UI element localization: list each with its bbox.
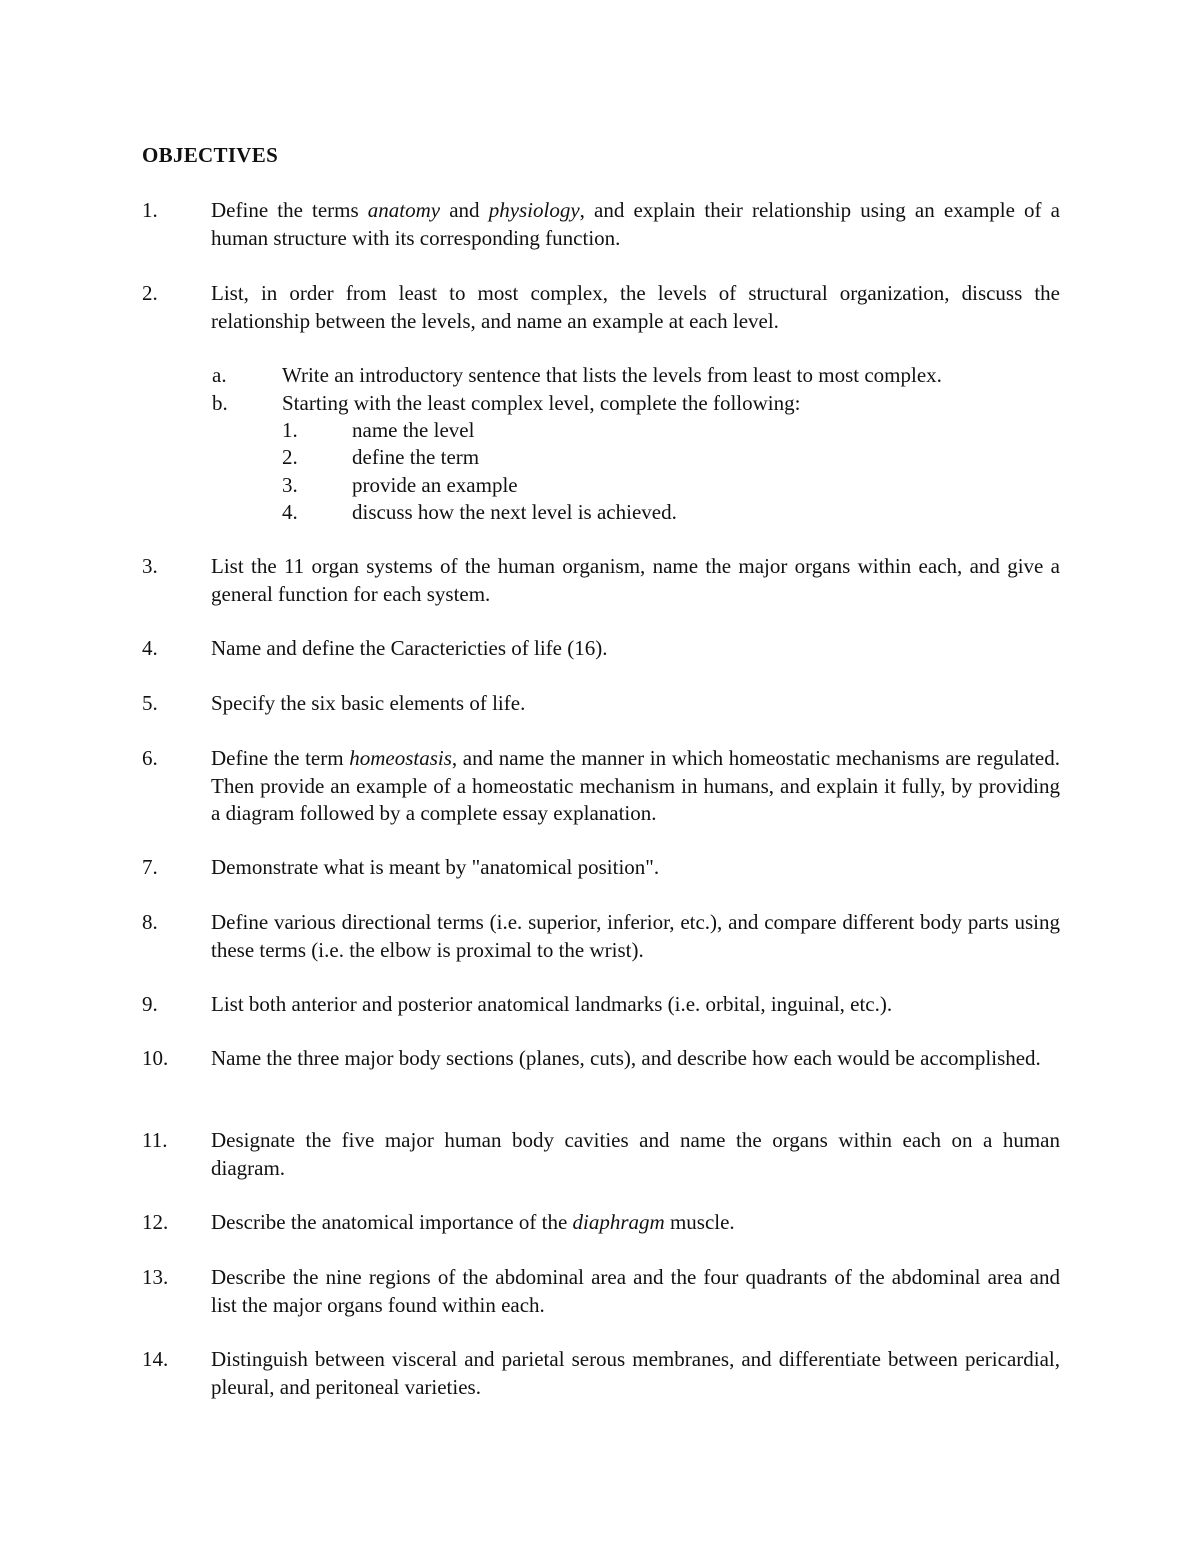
- objective-item-9: [142, 991, 1060, 1019]
- sub-item-b: [212, 390, 1060, 418]
- item-text: Name and define the Caractericties of life (16).: [211, 636, 608, 660]
- item-number: 7.: [142, 855, 158, 879]
- item-text: List the 11 organ systems of the human organism, name the major organs within each, and give a general function for each system.: [211, 554, 1060, 606]
- item-number: 13.: [142, 1265, 169, 1289]
- item-number: 10.: [142, 1046, 169, 1070]
- objective-item-8: [142, 909, 1060, 964]
- objective-item-11: [142, 1127, 1060, 1182]
- item-number: 2.: [142, 281, 158, 305]
- objective-item-1: [142, 197, 1060, 252]
- objective-item-6: [142, 745, 1060, 828]
- item-number: 11.: [142, 1128, 168, 1152]
- item-text: Specify the six basic elements of life.: [211, 691, 526, 715]
- objective-item-2: [142, 280, 1060, 335]
- item-number: 4.: [142, 636, 158, 660]
- item-text: Demonstrate what is meant by "anatomical position".: [211, 855, 660, 879]
- item-text: List, in order from least to most complex, the levels of structural organization, discuss the relationship between the levels, and name an example at each level.: [211, 281, 1060, 333]
- sub-sub-item-text: name the level: [352, 418, 475, 442]
- sub-sub-item-number: 3.: [282, 473, 298, 497]
- item-text: Describe the nine regions of the abdominal area and the four quadrants of the abdominal area and list the major organs found within each.: [211, 1265, 1060, 1317]
- sub-sub-item-4: [282, 499, 982, 527]
- sub-sub-item-1: [282, 417, 982, 445]
- sub-sub-item-number: 2.: [282, 445, 298, 469]
- sub-sub-item-3: [282, 472, 982, 500]
- item-text: Define the terms anatomy and physiology, and explain their relationship using an example of a human structure with its corresponding function.: [211, 198, 1060, 250]
- sub-sub-item-number: 4.: [282, 500, 298, 524]
- item-number: 8.: [142, 910, 158, 934]
- objective-item-12: [142, 1209, 1060, 1237]
- item-number: 3.: [142, 554, 158, 578]
- sub-sub-item-2: [282, 444, 982, 472]
- item-number: 14.: [142, 1347, 169, 1371]
- item-text: Designate the five major human body cavities and name the organs within each on a human diagram.: [211, 1128, 1060, 1180]
- sub-item-text: Starting with the least complex level, complete the following:: [282, 391, 801, 415]
- item-number: 5.: [142, 691, 158, 715]
- item-number: 12.: [142, 1210, 169, 1234]
- item-text: Distinguish between visceral and parietal serous membranes, and differentiate between pericardial, pleural, and peritoneal varieties.: [211, 1347, 1060, 1399]
- objective-item-7: [142, 854, 1060, 882]
- item-number: 6.: [142, 746, 158, 770]
- objective-item-5: [142, 690, 1060, 718]
- objective-item-14: [142, 1346, 1060, 1401]
- sub-item-a: [212, 362, 1060, 390]
- sub-sub-item-text: define the term: [352, 445, 480, 469]
- objective-item-13: [142, 1264, 1060, 1319]
- objectives-heading: OBJECTIVES: [142, 143, 279, 167]
- item-text: Describe the anatomical importance of the diaphragm muscle.: [211, 1210, 735, 1234]
- objective-item-10: [142, 1045, 1060, 1073]
- sub-item-letter: b.: [212, 391, 228, 415]
- objective-item-3: [142, 553, 1060, 608]
- item-text: Define the term homeostasis, and name the manner in which homeostatic mechanisms are regulated. Then provide an example of a homeostatic mechanism in humans, and explain it fully, by providing a diagram followed by a complete essay explanation.: [211, 746, 1060, 825]
- item-number: 9.: [142, 992, 158, 1016]
- sub-item-letter: a.: [212, 363, 227, 387]
- sub-sub-item-text: provide an example: [352, 473, 518, 497]
- item-text: List both anterior and posterior anatomical landmarks (i.e. orbital, inguinal, etc.).: [211, 992, 893, 1016]
- objective-item-4: [142, 635, 1060, 663]
- item-text: Name the three major body sections (planes, cuts), and describe how each would be accomplished.: [211, 1046, 1041, 1070]
- item-text: Define various directional terms (i.e. superior, inferior, etc.), and compare different body parts using these terms (i.e. the elbow is proximal to the wrist).: [211, 910, 1060, 962]
- sub-sub-item-text: discuss how the next level is achieved.: [352, 500, 677, 524]
- sub-sub-item-number: 1.: [282, 418, 298, 442]
- item-number: 1.: [142, 198, 158, 222]
- sub-item-text: Write an introductory sentence that lists the levels from least to most complex.: [282, 363, 942, 387]
